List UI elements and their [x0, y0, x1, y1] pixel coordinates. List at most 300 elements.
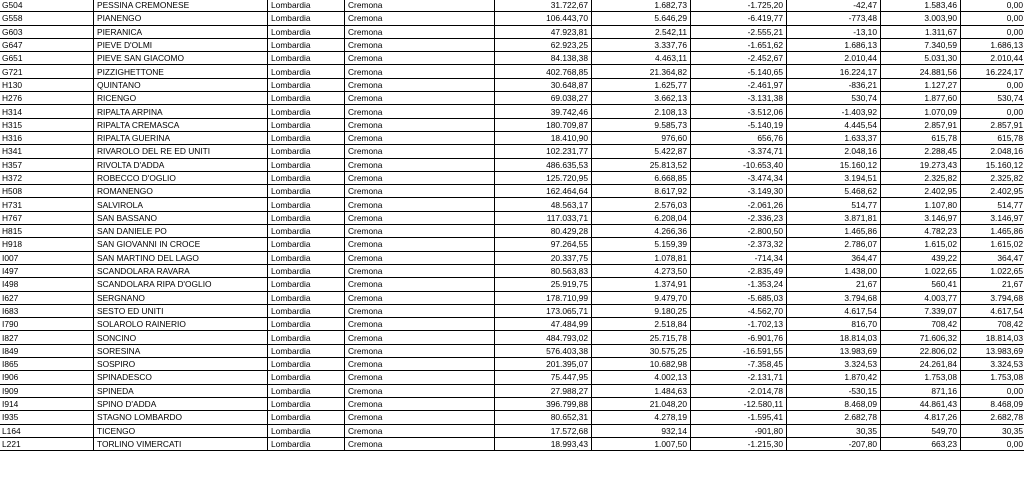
value-cell: 30.575,25 — [592, 344, 691, 357]
value-cell: 1.686,13 — [961, 38, 1024, 51]
value-cell: 6.208,04 — [592, 211, 691, 224]
value-cell: 3.324,53 — [787, 358, 881, 371]
value-cell: 514,77 — [961, 198, 1024, 211]
value-cell: 1.753,08 — [961, 371, 1024, 384]
table-row — [0, 264, 1024, 277]
code-cell: H918 — [0, 238, 94, 251]
value-cell: 1.022,65 — [961, 264, 1024, 277]
code-cell: H767 — [0, 211, 94, 224]
value-cell: 21,67 — [787, 278, 881, 291]
value-cell: 21.364,82 — [592, 65, 691, 78]
province-cell: Cremona — [345, 118, 495, 131]
region-cell: Lombardia — [268, 171, 345, 184]
region-cell: Lombardia — [268, 251, 345, 264]
value-cell: 0,00 — [961, 25, 1024, 38]
value-cell: 62.923,25 — [495, 38, 592, 51]
value-cell: 75.447,95 — [495, 371, 592, 384]
municipality-cell: QUINTANO — [94, 78, 268, 91]
province-cell: Cremona — [345, 424, 495, 437]
municipality-cell: STAGNO LOMBARDO — [94, 411, 268, 424]
value-cell: 13.983,69 — [961, 344, 1024, 357]
table-row — [0, 304, 1024, 317]
value-cell: 514,77 — [787, 198, 881, 211]
value-cell: 1.633,37 — [787, 131, 881, 144]
code-cell: I007 — [0, 251, 94, 264]
value-cell: 576.403,38 — [495, 344, 592, 357]
table-row — [0, 105, 1024, 118]
value-cell: 3.794,68 — [961, 291, 1024, 304]
province-cell: Cremona — [345, 145, 495, 158]
municipality-cell: SERGNANO — [94, 291, 268, 304]
province-cell: Cremona — [345, 344, 495, 357]
value-cell: 4.445,54 — [787, 118, 881, 131]
province-cell: Cremona — [345, 358, 495, 371]
value-cell: 656,76 — [691, 131, 787, 144]
value-cell: 1.583,46 — [881, 0, 961, 12]
code-cell: G504 — [0, 0, 94, 12]
province-cell: Cremona — [345, 105, 495, 118]
value-cell: 549,70 — [881, 424, 961, 437]
value-cell: 21,67 — [961, 278, 1024, 291]
municipality-cell: SESTO ED UNITI — [94, 304, 268, 317]
value-cell: 2.857,91 — [881, 118, 961, 131]
table-row — [0, 171, 1024, 184]
value-cell: 1.374,91 — [592, 278, 691, 291]
value-cell: 4.278,19 — [592, 411, 691, 424]
value-cell: 15.160,12 — [787, 158, 881, 171]
table-row — [0, 185, 1024, 198]
region-cell: Lombardia — [268, 0, 345, 12]
code-cell: I935 — [0, 411, 94, 424]
municipality-cell: RIVAROLO DEL RE ED UNITI — [94, 145, 268, 158]
province-cell: Cremona — [345, 411, 495, 424]
municipality-cell: SCANDOLARA RAVARA — [94, 264, 268, 277]
value-cell: 2.325,82 — [881, 171, 961, 184]
region-cell: Lombardia — [268, 198, 345, 211]
value-cell: -3.512,06 — [691, 105, 787, 118]
value-cell: 0,00 — [961, 437, 1024, 450]
value-cell: 2.576,03 — [592, 198, 691, 211]
code-cell: I909 — [0, 384, 94, 397]
region-cell: Lombardia — [268, 78, 345, 91]
municipality-cell: RIPALTA CREMASCA — [94, 118, 268, 131]
code-cell: H315 — [0, 118, 94, 131]
code-cell: I627 — [0, 291, 94, 304]
value-cell: -13,10 — [787, 25, 881, 38]
value-cell: 18.993,43 — [495, 437, 592, 450]
value-cell: -2.373,32 — [691, 238, 787, 251]
table-row — [0, 331, 1024, 344]
value-cell: 530,74 — [961, 92, 1024, 105]
value-cell: -1.353,24 — [691, 278, 787, 291]
table-row — [0, 411, 1024, 424]
value-cell: -901,80 — [691, 424, 787, 437]
province-cell: Cremona — [345, 52, 495, 65]
province-cell: Cremona — [345, 278, 495, 291]
province-cell: Cremona — [345, 38, 495, 51]
province-cell: Cremona — [345, 171, 495, 184]
value-cell: 2.325,82 — [961, 171, 1024, 184]
value-cell: 31.722,67 — [495, 0, 592, 12]
province-cell: Cremona — [345, 78, 495, 91]
province-cell: Cremona — [345, 331, 495, 344]
region-cell: Lombardia — [268, 145, 345, 158]
region-cell: Lombardia — [268, 158, 345, 171]
value-cell: 17.572,68 — [495, 424, 592, 437]
code-cell: I498 — [0, 278, 94, 291]
value-cell: 7.340,59 — [881, 38, 961, 51]
value-cell: 4.463,11 — [592, 52, 691, 65]
table-row — [0, 278, 1024, 291]
value-cell: -6.419,77 — [691, 12, 787, 25]
value-cell: 8.617,92 — [592, 185, 691, 198]
value-cell: 4.003,77 — [881, 291, 961, 304]
code-cell: H731 — [0, 198, 94, 211]
value-cell: -207,80 — [787, 437, 881, 450]
value-cell: -530,15 — [787, 384, 881, 397]
value-cell: -5.140,19 — [691, 118, 787, 131]
value-cell: 1.465,86 — [787, 225, 881, 238]
value-cell: -3.149,30 — [691, 185, 787, 198]
value-cell: 3.337,76 — [592, 38, 691, 51]
table-row — [0, 198, 1024, 211]
value-cell: 173.065,71 — [495, 304, 592, 317]
value-cell: -12.580,11 — [691, 397, 787, 410]
value-cell: 4.782,23 — [881, 225, 961, 238]
municipality-cell: SORESINA — [94, 344, 268, 357]
value-cell: 1.615,02 — [961, 238, 1024, 251]
value-cell: -2.835,49 — [691, 264, 787, 277]
value-cell: 5.422,87 — [592, 145, 691, 158]
code-cell: I827 — [0, 331, 94, 344]
table-row — [0, 65, 1024, 78]
value-cell: 3.324,53 — [961, 358, 1024, 371]
value-cell: 27.988,27 — [495, 384, 592, 397]
code-cell: H314 — [0, 105, 94, 118]
value-cell: -16.591,55 — [691, 344, 787, 357]
code-cell: H372 — [0, 171, 94, 184]
value-cell: 615,78 — [961, 131, 1024, 144]
region-cell: Lombardia — [268, 118, 345, 131]
value-cell: 117.033,71 — [495, 211, 592, 224]
value-cell: -2.452,67 — [691, 52, 787, 65]
region-cell: Lombardia — [268, 185, 345, 198]
value-cell: -2.131,71 — [691, 371, 787, 384]
table-row — [0, 424, 1024, 437]
province-cell: Cremona — [345, 397, 495, 410]
value-cell: 2.048,16 — [961, 145, 1024, 158]
value-cell: 5.646,29 — [592, 12, 691, 25]
value-cell: 84.138,38 — [495, 52, 592, 65]
value-cell: -1.725,20 — [691, 0, 787, 12]
code-cell: L164 — [0, 424, 94, 437]
municipality-cell: ROBECCO D'OGLIO — [94, 171, 268, 184]
value-cell: 10.682,98 — [592, 358, 691, 371]
region-cell: Lombardia — [268, 424, 345, 437]
value-cell: 125.720,95 — [495, 171, 592, 184]
value-cell: 3.871,81 — [787, 211, 881, 224]
value-cell: 18.814,03 — [961, 331, 1024, 344]
region-cell: Lombardia — [268, 65, 345, 78]
value-cell: 162.464,64 — [495, 185, 592, 198]
table-row — [0, 384, 1024, 397]
code-cell: I790 — [0, 318, 94, 331]
value-cell: -10.653,40 — [691, 158, 787, 171]
region-cell: Lombardia — [268, 131, 345, 144]
value-cell: -7.358,45 — [691, 358, 787, 371]
table-row — [0, 25, 1024, 38]
value-cell: -3.131,38 — [691, 92, 787, 105]
value-cell: 4.617,54 — [961, 304, 1024, 317]
value-cell: 1.686,13 — [787, 38, 881, 51]
value-cell: 1.127,27 — [881, 78, 961, 91]
value-cell: 1.682,73 — [592, 0, 691, 12]
table-row — [0, 251, 1024, 264]
value-cell: 1.877,60 — [881, 92, 961, 105]
table-row — [0, 12, 1024, 25]
value-cell: 19.273,43 — [881, 158, 961, 171]
value-cell: 3.194,51 — [787, 171, 881, 184]
region-cell: Lombardia — [268, 12, 345, 25]
value-cell: 0,00 — [961, 105, 1024, 118]
region-cell: Lombardia — [268, 225, 345, 238]
value-cell: 0,00 — [961, 384, 1024, 397]
province-cell: Cremona — [345, 158, 495, 171]
table-row — [0, 397, 1024, 410]
code-cell: H316 — [0, 131, 94, 144]
value-cell: -2.336,23 — [691, 211, 787, 224]
region-cell: Lombardia — [268, 371, 345, 384]
table-row — [0, 52, 1024, 65]
value-cell: -836,21 — [787, 78, 881, 91]
region-cell: Lombardia — [268, 92, 345, 105]
table-row — [0, 238, 1024, 251]
table-row — [0, 38, 1024, 51]
value-cell: -6.901,76 — [691, 331, 787, 344]
value-cell: 2.402,95 — [961, 185, 1024, 198]
value-cell: 530,74 — [787, 92, 881, 105]
value-cell: 2.786,07 — [787, 238, 881, 251]
value-cell: 8.468,09 — [787, 397, 881, 410]
code-cell: I865 — [0, 358, 94, 371]
table-row — [0, 78, 1024, 91]
value-cell: 30.648,87 — [495, 78, 592, 91]
municipality-cell: SAN GIOVANNI IN CROCE — [94, 238, 268, 251]
value-cell: 97.264,55 — [495, 238, 592, 251]
province-cell: Cremona — [345, 304, 495, 317]
value-cell: 2.682,78 — [787, 411, 881, 424]
region-cell: Lombardia — [268, 384, 345, 397]
value-cell: 1.465,86 — [961, 225, 1024, 238]
region-cell: Lombardia — [268, 264, 345, 277]
value-cell: 0,00 — [961, 12, 1024, 25]
value-cell: 615,78 — [881, 131, 961, 144]
value-cell: 2.518,84 — [592, 318, 691, 331]
value-cell: 24.881,56 — [881, 65, 961, 78]
value-cell: 932,14 — [592, 424, 691, 437]
value-cell: 8.468,09 — [961, 397, 1024, 410]
province-cell: Cremona — [345, 437, 495, 450]
value-cell: -5.685,03 — [691, 291, 787, 304]
value-cell: -2.061,26 — [691, 198, 787, 211]
value-cell: 396.799,88 — [495, 397, 592, 410]
code-cell: I914 — [0, 397, 94, 410]
municipality-cell: SPINO D'ADDA — [94, 397, 268, 410]
table-row — [0, 437, 1024, 450]
value-cell: 2.010,44 — [787, 52, 881, 65]
municipality-cell: PIANENGO — [94, 12, 268, 25]
value-cell: 816,70 — [787, 318, 881, 331]
table-row — [0, 92, 1024, 105]
province-cell: Cremona — [345, 318, 495, 331]
value-cell: 9.585,73 — [592, 118, 691, 131]
value-cell: 48.563,17 — [495, 198, 592, 211]
value-cell: 560,41 — [881, 278, 961, 291]
value-cell: 1.022,65 — [881, 264, 961, 277]
code-cell: I849 — [0, 344, 94, 357]
municipality-cell: RICENGO — [94, 92, 268, 105]
code-cell: H815 — [0, 225, 94, 238]
value-cell: 2.682,78 — [961, 411, 1024, 424]
code-cell: I906 — [0, 371, 94, 384]
province-cell: Cremona — [345, 12, 495, 25]
municipality-cell: RIVOLTA D'ADDA — [94, 158, 268, 171]
value-cell: 1.615,02 — [881, 238, 961, 251]
value-cell: 4.273,50 — [592, 264, 691, 277]
municipality-cell: PIEVE SAN GIACOMO — [94, 52, 268, 65]
value-cell: 1.311,67 — [881, 25, 961, 38]
table-row — [0, 0, 1024, 12]
province-cell: Cremona — [345, 238, 495, 251]
region-cell: Lombardia — [268, 105, 345, 118]
value-cell: 20.337,75 — [495, 251, 592, 264]
value-cell: -1.215,30 — [691, 437, 787, 450]
code-cell: H341 — [0, 145, 94, 158]
value-cell: -714,34 — [691, 251, 787, 264]
value-cell: 102.231,77 — [495, 145, 592, 158]
value-cell: 44.861,43 — [881, 397, 961, 410]
value-cell: -42,47 — [787, 0, 881, 12]
municipality-cell: SOLAROLO RAINERIO — [94, 318, 268, 331]
value-cell: 1.753,08 — [881, 371, 961, 384]
value-cell: 3.003,90 — [881, 12, 961, 25]
table-row — [0, 131, 1024, 144]
value-cell: 180.709,87 — [495, 118, 592, 131]
region-cell: Lombardia — [268, 25, 345, 38]
value-cell: -4.562,70 — [691, 304, 787, 317]
value-cell: 30,35 — [787, 424, 881, 437]
province-cell: Cremona — [345, 251, 495, 264]
table-row — [0, 118, 1024, 131]
province-cell: Cremona — [345, 0, 495, 12]
region-cell: Lombardia — [268, 38, 345, 51]
value-cell: 2.010,44 — [961, 52, 1024, 65]
value-cell: 2.857,91 — [961, 118, 1024, 131]
municipality-cell: PIZZIGHETTONE — [94, 65, 268, 78]
table-row — [0, 291, 1024, 304]
value-cell: 5.468,62 — [787, 185, 881, 198]
value-cell: 18.814,03 — [787, 331, 881, 344]
value-cell: 364,47 — [787, 251, 881, 264]
province-cell: Cremona — [345, 65, 495, 78]
value-cell: 3.146,97 — [881, 211, 961, 224]
municipality-cell: SOSPIRO — [94, 358, 268, 371]
value-cell: 9.479,70 — [592, 291, 691, 304]
value-cell: 1.484,63 — [592, 384, 691, 397]
value-cell: 1.438,00 — [787, 264, 881, 277]
municipality-cell: PIERANICA — [94, 25, 268, 38]
value-cell: 80.563,83 — [495, 264, 592, 277]
municipality-cell: RIPALTA GUERINA — [94, 131, 268, 144]
code-cell: H276 — [0, 92, 94, 105]
value-cell: 25.715,78 — [592, 331, 691, 344]
value-cell: 13.983,69 — [787, 344, 881, 357]
value-cell: 69.038,27 — [495, 92, 592, 105]
value-cell: 201.395,07 — [495, 358, 592, 371]
value-cell: 364,47 — [961, 251, 1024, 264]
table-row — [0, 145, 1024, 158]
value-cell: 21.048,20 — [592, 397, 691, 410]
municipality-cell: SONCINO — [94, 331, 268, 344]
region-cell: Lombardia — [268, 278, 345, 291]
value-cell: -2.461,97 — [691, 78, 787, 91]
value-cell: 976,60 — [592, 131, 691, 144]
value-cell: 2.402,95 — [881, 185, 961, 198]
value-cell: 4.266,36 — [592, 225, 691, 238]
value-cell: 47.923,81 — [495, 25, 592, 38]
region-cell: Lombardia — [268, 411, 345, 424]
table-row — [0, 225, 1024, 238]
value-cell: 3.794,68 — [787, 291, 881, 304]
value-cell: 0,00 — [961, 0, 1024, 12]
value-cell: 5.031,30 — [881, 52, 961, 65]
value-cell: 80.652,31 — [495, 411, 592, 424]
province-cell: Cremona — [345, 384, 495, 397]
value-cell: 3.662,13 — [592, 92, 691, 105]
value-cell: 3.146,97 — [961, 211, 1024, 224]
table-row — [0, 371, 1024, 384]
value-cell: 0,00 — [961, 78, 1024, 91]
municipality-cell: SALVIROLA — [94, 198, 268, 211]
value-cell: 4.002,13 — [592, 371, 691, 384]
table-row — [0, 318, 1024, 331]
code-cell: H357 — [0, 158, 94, 171]
province-cell: Cremona — [345, 371, 495, 384]
value-cell: 663,23 — [881, 437, 961, 450]
value-cell: 402.768,85 — [495, 65, 592, 78]
code-cell: G721 — [0, 65, 94, 78]
region-cell: Lombardia — [268, 397, 345, 410]
municipality-cell: PIEVE D'OLMI — [94, 38, 268, 51]
value-cell: 24.261,84 — [881, 358, 961, 371]
value-cell: 7.339,07 — [881, 304, 961, 317]
value-cell: 4.617,54 — [787, 304, 881, 317]
table-row — [0, 358, 1024, 371]
region-cell: Lombardia — [268, 211, 345, 224]
value-cell: -773,48 — [787, 12, 881, 25]
municipality-cell: SCANDOLARA RIPA D'OGLIO — [94, 278, 268, 291]
value-cell: 1.107,80 — [881, 198, 961, 211]
table-row — [0, 158, 1024, 171]
code-cell: I683 — [0, 304, 94, 317]
code-cell: G558 — [0, 12, 94, 25]
municipality-cell: TICENGO — [94, 424, 268, 437]
value-cell: -1.595,41 — [691, 411, 787, 424]
value-cell: -2.014,78 — [691, 384, 787, 397]
code-cell: H508 — [0, 185, 94, 198]
code-cell: G603 — [0, 25, 94, 38]
province-cell: Cremona — [345, 92, 495, 105]
